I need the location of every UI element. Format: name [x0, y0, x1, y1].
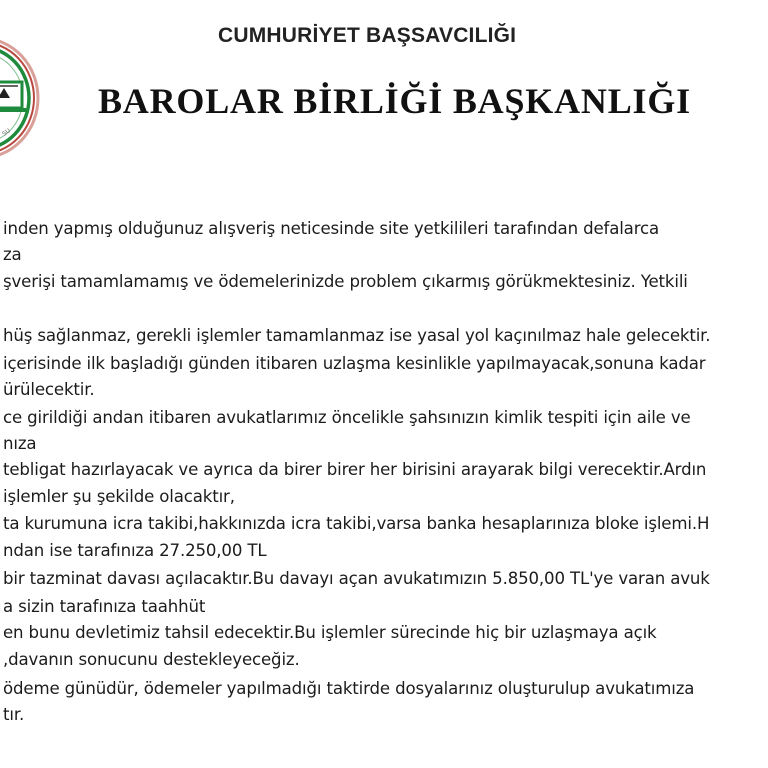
body-line: ,davanın sonucunu destekleyeceğiz. [3, 650, 300, 669]
body-line: ta kurumuna icra takibi,hakkınızda icra takibi,varsa banka hesaplarınıza bloke işlemi.H [3, 514, 710, 533]
body-line: hüş sağlanmaz, gerekli işlemler tamamlanmaz ise yasal yol kaçınılmaz hale gelecektir. [3, 326, 711, 345]
body-line: ödeme günüdür, ödemeler yapılmadığı taktirde dosyalarınız oluşturulup avukatımıza [3, 679, 695, 698]
body-line: içerisinde ilk başladığı günden itibaren uzlaşma kesinlikle yapılmayacak,sonuna kadar [3, 354, 706, 373]
header-subtitle: CUMHURİYET BAŞSAVCILIĞI [218, 24, 517, 47]
body-line: inden yapmış olduğunuz alışveriş neticesinde site yetkilileri tarafından defalarca [3, 219, 659, 238]
svg-text:SU: SU [1, 127, 12, 138]
body-line: şverişi tamamlamamış ve ödemelerinizde problem çıkarmış görükmektesiniz. Yetkili [3, 272, 688, 291]
body-line: a sizin tarafınıza taahhüt [3, 597, 206, 616]
body-line: ce girildiği andan itibaren avukatlarımız öncelikle şahsınızın kimlik tespiti için aile ve [3, 408, 691, 427]
body-line: tebligat hazırlayacak ve ayrıca da birer birer her birisini arayarak bilgi verecektir.Ardın [3, 460, 707, 479]
body-line: ürülecektir. [3, 380, 95, 399]
body-line: bir tazminat davası açılacaktır.Bu davayı açan avukatımızın 5.850,00 TL'ye varan avuk [3, 569, 710, 588]
body-line: za [3, 245, 22, 264]
body-line: en bunu devletimiz tahsil edecektir.Bu işlemler sürecinde hiç bir uzlaşmaya açık [3, 623, 657, 642]
body-line: nıza [3, 434, 37, 453]
body-line: işlemler şu şekilde olacaktır, [3, 487, 235, 506]
body-line: ndan ise tarafınıza 27.250,00 TL [3, 541, 267, 560]
header-title: BAROLAR BİRLİĞİ BAŞKANLIĞI [98, 81, 691, 121]
body-line: tır. [3, 705, 25, 724]
